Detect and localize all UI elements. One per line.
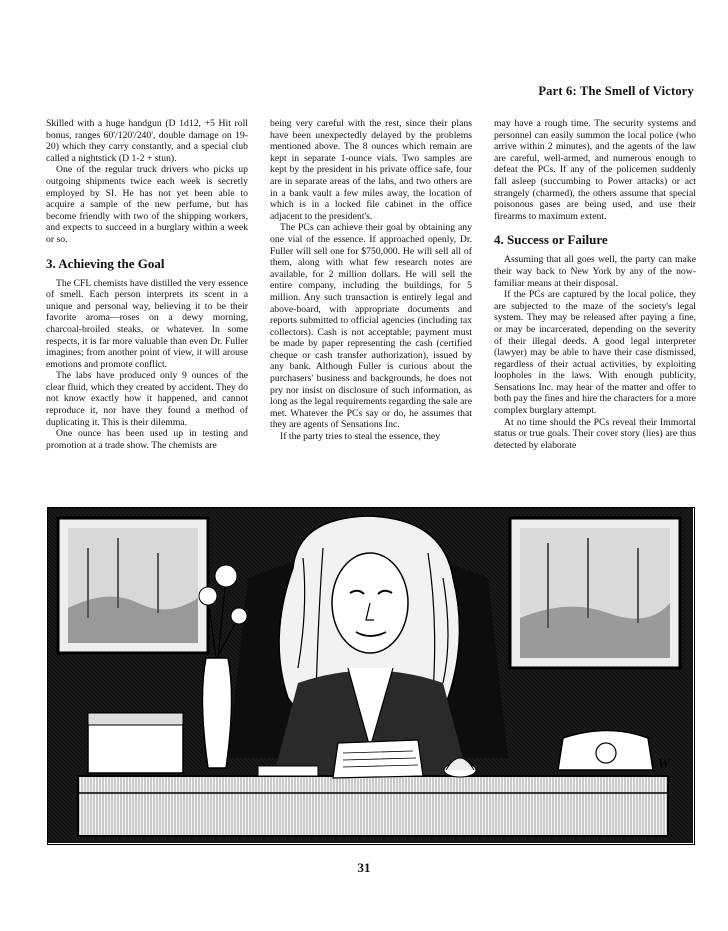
page-number: 31	[357, 860, 371, 875]
paragraph: If the party tries to steal the essence, they	[280, 431, 441, 443]
paragraph: At no time should the PCs reveal their Immortal status or true goals. Their cover story (lies) are thus detected by elaborate	[494, 416, 696, 451]
telephone	[558, 731, 653, 771]
left-painting	[58, 518, 208, 653]
paragraph: may have a rough time. The security systems and personnel can easily summon the local police (who arrive within 2 minutes), and the agents of the law are careful, well-armed, and numerous enough to defeat the PCs. If any of the policemen suddenly fall asleep (succumbing to Power attacks) or act strangely (charmed), the others assume that special poisonous gases are being used, and use their firearms to maximum extent.	[494, 118, 696, 222]
paragraph: The PCs can achieve their goal by obtaining any one vial of the essence. If approached openly, Dr. Fuller will sell one for $750,000. He will sell all of them, along with what few research notes are available, for 2 million dollars. He will sell the entire company, including the buildings, for 5 million. Any such transaction is entirely legal and above-board, with appropriate documents and reports submitted to official agencies (including tax collectors). Cash is not acceptable; payment must be made by paper representing the cash (certified cheque or cash transfer authorization), issued by any bank. Although Fuller is curious about the purchasers' business and backgrounds, he does not pry nor insist on disclosure of such information, as long as the legal requirements regarding the sale are met. Whatever the PCs say or do, he assumes that they are agents of Sensations Inc.	[270, 222, 472, 431]
right-painting	[510, 518, 680, 668]
illustration-drawing	[48, 508, 693, 843]
column-1	[46, 118, 248, 490]
section-heading: 3. Achieving the Goal	[46, 255, 165, 271]
paragraph: The labs have produced only 9 ounces of the clear fluid, which they created by accident. They do not know exactly how it happened, and cannot reproduce it, nor have they found a method of duplicating it. This is their dilemma.	[46, 370, 248, 428]
paragraph: If the PCs are captured by the local police, they are subjected to the maze of the society's legal system. They may be released after paying a fine, or may be incarcerated, depending on the severity of their illegal deeds. A good legal interpreter (lawyer) may be able to have their case dismissed, regardless of their actual activities, by exploiting loopholes in the laws. With enough publicity, Sensations Inc. may hear of the matter and offer to both pay the fines and hire the characters for a more complex burglary attempt.	[494, 289, 696, 417]
running-header: Part 6: The Smell of Victory	[538, 84, 694, 98]
paragraph: One ounce has been used up in testing and promotion at a trade show. The chemists are	[46, 428, 248, 451]
paragraph: being very careful with the rest, since their plans have been unexpectedly delayed by the problems mentioned above. The 8 ounces which remain are kept in separate 1-ounce vials. Two samples are kept by the president in his private office safe, four are in separate areas of the labs, and two others are in a bank vault a few miles away, the location of which is in a locked file cabinet in the office adjacent to the president's.	[270, 118, 472, 222]
paragraph: One of the regular truck drivers who picks up outgoing shipments twice each week is secretly employed by SI. He has not yet been able to acquire a sample of the new perfume, but has become friendly with two of the shipping workers, and expects to succeed in a burglary within a week or so.	[46, 164, 248, 245]
section-heading: 4. Success or Failure	[494, 232, 608, 248]
column-3	[494, 118, 696, 490]
desk	[78, 776, 668, 836]
artist-signature: W	[658, 757, 670, 772]
text-columns	[46, 118, 696, 490]
paragraph: Assuming that all goes well, the party can make their way back to New York by any of the now-familiar means at their disposal.	[494, 254, 696, 289]
paragraph: The CFL chemists have distilled the very essence of smell. Each person interprets its scent in a unique and personal way, believing it to be their favorite aroma—roses on a dewy morning, charcoal-broiled steaks, or whatever. In some respects, it is far more valuable than even Dr. Fuller imagines; from another point of view, it will arouse emotions and promote conflict.	[46, 277, 248, 370]
paragraph: Skilled with a huge handgun (D 1d12, +5 Hit roll bonus, ranges 60'/120'/240', double damage on 19-20) which they carry constantly, and a special club called a nightstick (D 1-2 + stun).	[46, 118, 248, 164]
woman-at-desk-illustration	[47, 507, 695, 845]
column-2	[270, 118, 472, 490]
